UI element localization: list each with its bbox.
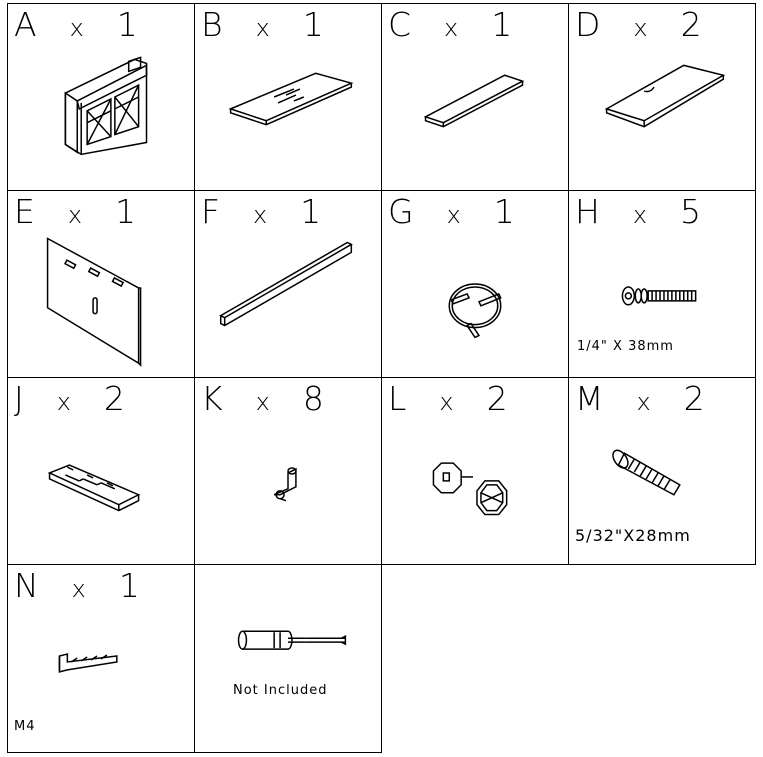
part-cell-m bbox=[568, 377, 756, 565]
part-cell-g bbox=[381, 190, 569, 378]
part-cell-b bbox=[194, 3, 382, 191]
rail-icon bbox=[195, 191, 381, 377]
back-panel-icon bbox=[8, 191, 194, 377]
part-label-k: K x 8 bbox=[201, 379, 328, 418]
shelf-pin-icon bbox=[195, 378, 381, 564]
part-label-b: B x 1 bbox=[201, 5, 328, 44]
part-cell-e bbox=[7, 190, 195, 378]
part-label-f: F x 1 bbox=[201, 192, 326, 231]
part-label-d: D x 2 bbox=[575, 5, 706, 44]
not-included-note: Not Included bbox=[233, 683, 328, 698]
shelf-icon bbox=[569, 4, 755, 190]
part-label-n: N x 1 bbox=[14, 566, 144, 605]
part-cell-f bbox=[194, 190, 382, 378]
part-label-h: H x 5 bbox=[575, 192, 705, 231]
brace-icon bbox=[8, 378, 194, 564]
parts-grid bbox=[7, 3, 756, 753]
flat-panel-icon bbox=[382, 4, 568, 190]
part-label-c: C x 1 bbox=[388, 5, 517, 44]
part-label-m: M x 2 bbox=[575, 379, 709, 418]
part-label-a: A x 1 bbox=[14, 5, 142, 44]
part-cell-j bbox=[7, 377, 195, 565]
knob-icon bbox=[382, 378, 568, 564]
part-cell-h bbox=[568, 190, 756, 378]
part-label-j: J x 2 bbox=[14, 379, 129, 418]
part-cell-c bbox=[381, 3, 569, 191]
part-cell-a bbox=[7, 3, 195, 191]
part-label-e: E x 1 bbox=[14, 192, 141, 231]
part-cell-k bbox=[194, 377, 382, 565]
part-cell-tool bbox=[194, 564, 382, 753]
part-cell-l bbox=[381, 377, 569, 565]
part-cell-n bbox=[7, 564, 195, 753]
cabinet-icon bbox=[8, 4, 194, 190]
screwdriver-icon bbox=[195, 565, 381, 752]
top-panel-icon bbox=[195, 4, 381, 190]
screw-size-note: 5/32"X28mm bbox=[575, 526, 691, 545]
allen-key-size-note: M4 bbox=[14, 719, 36, 734]
bolt-size-note: 1/4" X 38mm bbox=[577, 339, 674, 354]
part-cell-d bbox=[568, 3, 756, 191]
cable-tie-icon bbox=[382, 191, 568, 377]
part-label-g: G x 1 bbox=[388, 192, 519, 231]
part-label-l: L x 2 bbox=[388, 379, 512, 418]
allen-key-icon bbox=[8, 565, 194, 752]
